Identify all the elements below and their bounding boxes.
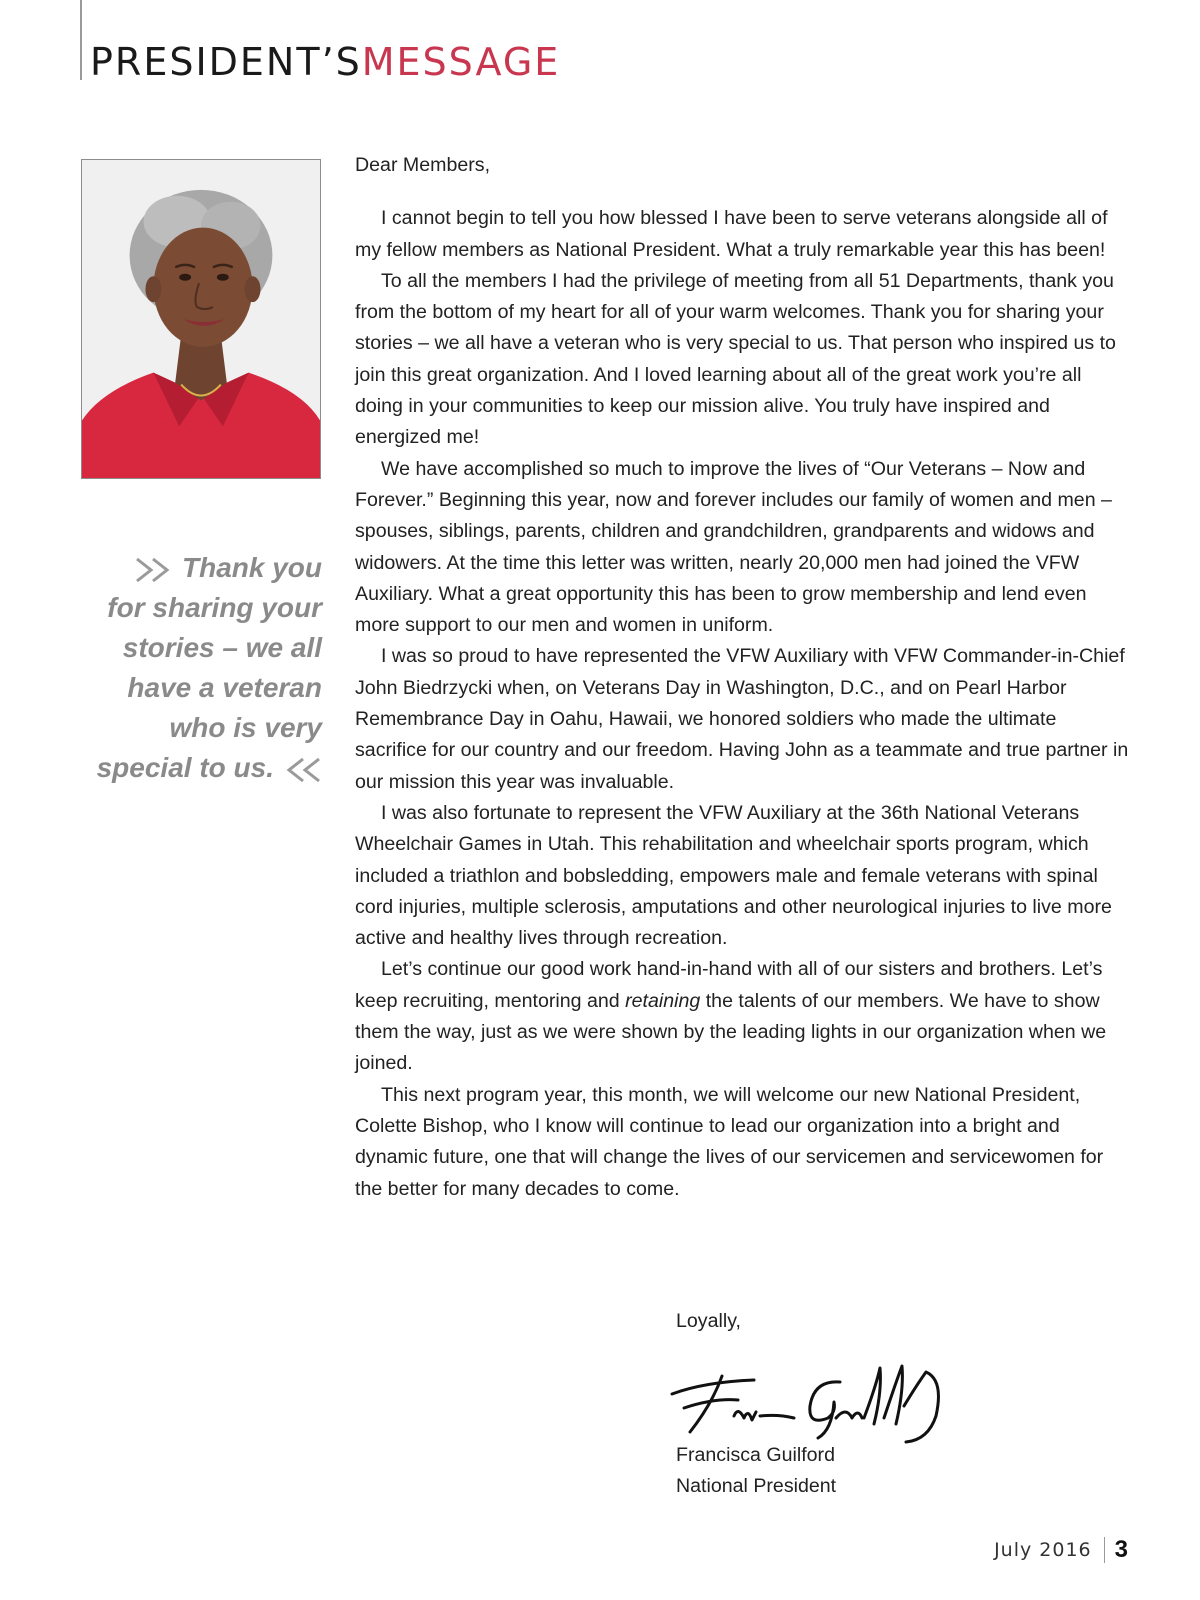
page-title-part1: PRESIDENT’S <box>90 40 362 84</box>
letter-paragraph: I was so proud to have represented the VFW Auxiliary with VFW Commander-in-Chief John Biedrzycki when, on Veterans Day in Washington, D.C., and on Pearl Harbor Remembrance Day in Oahu, Hawaii, we honored soldiers who made the ultimate sacrifice for our country and our freedom. Having John as a teammate and true partner in our mission this year was invaluable. <box>355 645 1129 793</box>
double-chevron-right-icon <box>134 557 178 583</box>
double-chevron-left-icon <box>278 757 322 783</box>
letter-paragraph <box>355 954 1131 1079</box>
letter-paragraph: We have accomplished so much to improve the lives of “Our Veterans – Now and Forever.” Beginning this year, now and forever includes our family of women and men – spouses, siblings, parents, children and grandchildren, grandparents and widows and widowers. At the time this letter was written, nearly 20,000 men had joined the VFW Auxiliary. What a great opportunity this has been to grow membership and lend even more support to our men and women in uniform. <box>355 457 1112 637</box>
page-footer <box>994 1534 1128 1566</box>
salutation: Dear Members, <box>355 154 491 176</box>
pull-quote <box>96 548 322 788</box>
header-rule <box>80 0 82 80</box>
closing: Loyally, <box>676 1310 741 1332</box>
page-title <box>90 40 560 84</box>
page-title-part2: MESSAGE <box>361 40 561 84</box>
letter-paragraph: To all the members I had the privilege of meeting from all 51 Departments, thank you from the bottom of my heart for all of your warm welcomes. Thank you for sharing your stories – we all have a veteran who is very special to us. That person who inspired us to join this great organization. And I loved learning about all of the great work you’re all doing in your communities to keep our mission alive. You truly have inspired and energized me! <box>355 269 1116 449</box>
letter-paragraph: This next program year, this month, we will welcome our new National President, Colette Bishop, who I know will continue to lead our organization into a bright and dynamic future, one that will change the lives of our servicemen and servicewomen for the better for many decades to come. <box>355 1083 1104 1200</box>
letter-paragraph: I was also fortunate to represent the VFW Auxiliary at the 36th National Veterans Wheelchair Games in Utah. This rehabilitation and wheelchair sports program, which included a triathlon and bobsledding, empowers male and female veterans with spinal cord injuries, multiple sclerosis, amputations and other neurological injuries to live more active and healthy lives through recreation. <box>355 801 1112 950</box>
president-portrait-photo <box>81 159 321 479</box>
paragraph-text: Let’s continue our good work hand-in-hand with all of our sisters and brothers. Let’s keep recruiting, mentoring and <box>355 958 1103 1012</box>
issue-date: July 2016 <box>994 1539 1092 1561</box>
emphasis-text: retaining <box>625 989 701 1012</box>
pull-quote-text: Thank you for sharing your stories – we all have a veteran who is very special to us. <box>96 552 322 783</box>
footer-divider <box>1104 1537 1105 1563</box>
letter-body <box>355 150 1131 1205</box>
signer-name: Francisca Guilford <box>676 1444 835 1466</box>
page-number: 3 <box>1114 1536 1128 1563</box>
letter-paragraph: I cannot begin to tell you how blessed I have been to serve veterans alongside all of my fellow members as National President. What a truly remarkable year this has been! <box>355 207 1108 261</box>
paragraph-text: the talents of our members. We have to show them the way, just as we were shown by the leading lights in our organization when we joined. <box>355 989 1107 1075</box>
signer-title: National President <box>676 1475 837 1497</box>
portrait-illustration <box>82 160 320 478</box>
